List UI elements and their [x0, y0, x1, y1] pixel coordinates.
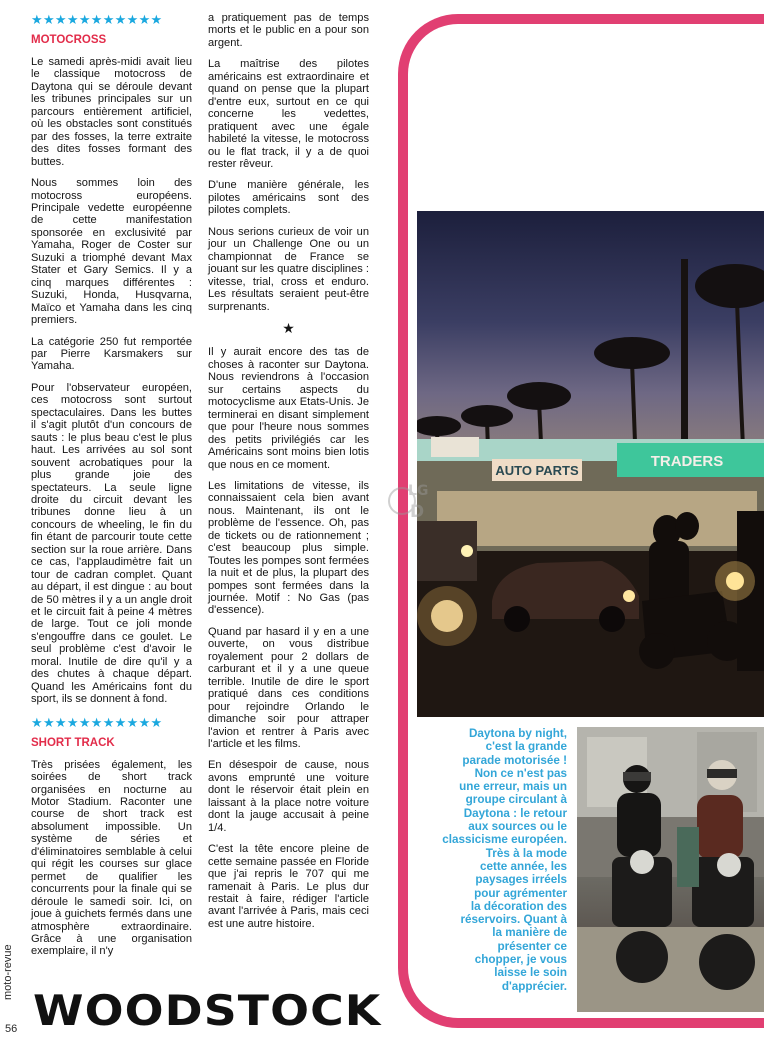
paragraph: Nous sommes loin des motocross européens. Principale vedette européenne de cette manifestation sponsorée en exclusivité par Yamaha, Roger de Coster sur Suzuki a triomphé devant Max Stater et Gary Semics. Il y a cinq marques différentes : Suzuki, Honda, Husqvarna, Maïco et Yamaha dans les cinq premiers. — [31, 177, 192, 327]
caption-line: laisse le soin — [494, 966, 567, 980]
caption-line: cette année, les — [479, 859, 567, 873]
page-number: 56 — [5, 1023, 18, 1035]
text-column-left — [31, 12, 192, 967]
paragraph: D'une manière générale, les pilotes américains sont des pilotes complets. — [208, 179, 369, 217]
photo-daytona-by-night — [417, 211, 764, 717]
paragraph: La maîtrise des pilotes américains est extraordinaire et quand on pense que la plupart d'entre eux, surtout en ce qui concerne les vedettes, pratiquent avec une égale habileté la vitesse, le motocross ou le flat track, il y a de quoi rester rêveur. — [208, 58, 369, 170]
photo-chopper-riders — [577, 727, 764, 1012]
stars-divider: ★★★★★★★★★★★ — [31, 12, 163, 27]
caption-line: classicisme européen. — [442, 833, 567, 847]
paragraph: Quand par hasard il y en a une ouverte, on vous distribue royalement pour 2 dollars de carburant et il y a une queue terrible. Inutile de dire le sport pratiqué dans ces conditions pour rejoindre Orlando le dimanche soir pour attraper l'avion et rentrer à Paris avec l'article et les films. — [208, 625, 369, 751]
paragraph: En désespoir de cause, nous avons emprunté une voiture dont le réservoir était plein en laissant à la place notre voiture dont la jauge accusait à peine 1/4. — [208, 759, 369, 834]
watermark-top-text: LG — [408, 483, 429, 499]
caption-line: Daytona by night, — [468, 727, 567, 740]
paragraph: Très prisées également, les soirées de short track organisées en nocturne au Motor Stadium. Raconter une course de short track est absolument impossible. Un système de séries et d'éliminatoires semblable à celui qui régit les courses sur glace permet de qualifier les concurrents pour la finale qui se déroule le samedi soir. Ici, on joue à guichets fermés dans une atmosphère extraordinaire. Grâce à une organisation exemplaire, il n'y — [31, 758, 192, 958]
paragraph: Nous serions curieux de voir un jour un Challenge One ou un championnat de France se jouant sur les quatre disciplines : vitesse, trial, cross et enduro. Les résultats seraient peut-être surprenants. — [208, 225, 369, 313]
paragraph: Les limitations de vitesse, ils connaissaient cela bien avant nous. Maintenant, ils ont le problème de l'essence. Oh, pas de tickets ou de rationnement ; c'est beaucoup plus simple. Toutes les pompes sont fermées la nuit et de plus, la plupart des pompes sont fermées dans la journée. Motif : No Gas (pas d'essence). — [208, 479, 369, 617]
caption-line: la décoration des — [470, 899, 567, 913]
caption-line: paysages irréels — [475, 873, 567, 887]
magazine-name-text: moto-revue — [2, 944, 14, 1000]
caption-line: présenter ce — [497, 939, 567, 953]
paragraph: Le samedi après-midi avait lieu le classique motocross de Daytona qui se déroule devant les tribunes principales sur un parcours entièrement artificiel, où les obstacles sont constitués par des fosses, la terre extraite des dites fosses formant des buttes. — [31, 56, 192, 168]
section-heading-short-track: SHORT TRACK — [31, 736, 115, 749]
caption-line: parade motorisée ! — [462, 753, 567, 767]
caption-line: Très à la mode — [485, 846, 567, 860]
paragraph: La catégorie 250 fut remportée par Pierre Karsmakers sur Yamaha. — [31, 335, 192, 373]
caption-line: la manière de — [492, 926, 567, 940]
photo-caption — [427, 727, 567, 993]
caption-line: Non ce n'est pas — [474, 766, 567, 780]
caption-line: pour agrémenter — [474, 886, 567, 900]
star-divider: ★ — [282, 319, 295, 336]
caption-line: Daytona : le retour — [463, 806, 567, 820]
paragraph: a pratiquement pas de temps morts et le public en a pour son argent. — [208, 12, 369, 49]
section-heading-motocross: MOTOCROSS — [31, 34, 107, 46]
caption-line: réservoirs. Quant à — [460, 913, 567, 927]
stars-divider: ★★★★★★★★★★★ — [31, 714, 163, 730]
caption-line: d'apprécier. — [501, 979, 567, 993]
caption-line: groupe circulant à — [465, 793, 567, 807]
woodstock-logo: WOODSTOCK — [33, 986, 382, 1035]
caption-line: aux sources ou le — [468, 820, 567, 834]
text-column-middle — [208, 12, 369, 939]
sign-auto-parts: AUTO PARTS — [495, 463, 579, 478]
caption-line: c'est la grande — [485, 740, 567, 754]
watermark-bottom-text: D — [410, 502, 425, 522]
paragraph: Il y aurait encore des tas de choses à raconter sur Daytona. Nous reviendrons à l'occasion sur certains aspects du motocyclisme aux Etats-Unis. Je terminerai en disant simplement que pour l'heure nous sommes des petits privilégiés car les Américains sont moins bien lotis que nous en ce moment. — [208, 346, 369, 471]
caption-line: une erreur, mais un — [459, 780, 567, 794]
caption-line: chopper, je vous — [474, 953, 567, 967]
watermark-stamp — [386, 473, 442, 534]
paragraph: Pour l'observateur européen, ces motocross sont surtout spectaculaires. Dans les buttes il s'agit plutôt d'un concours de sauts : le plus beau c'est le plus haut. Les arrivées au sol sont souvent acrobatiques pour la plus grande joie des spectateurs. La seule ligne droite du circuit devant les tribunes donne lieu à un concours de wheeling, le fin du fin étant de parcourir toute cette section sur la roue arrière. Dans ce cas, l'applaudimètre fait un tour de cadran complet. Quant au départ, il est dingue : au bout de 50 mètres il y a un angle droit et le circuit fait à peine 4 mètres de large. Tout ce joli monde s'engouffre dans ce goulet. Le seul problème c'est d'avoir le moral. Inutile de dire qu'il y a des chutes à chaque départ. Quand les Américains font du sport, ils se donnent à fond. — [31, 381, 192, 706]
sign-traders: TRADERS — [650, 453, 724, 470]
paragraph: C'est la tête encore pleine de cette semaine passée en Floride que j'ai repris le 707 qui me ramenait à Paris. Le plus dur restait à faire, rédiger l'article avant l'arrivée à Paris, mais ceci est une autre histoire. — [208, 843, 369, 930]
